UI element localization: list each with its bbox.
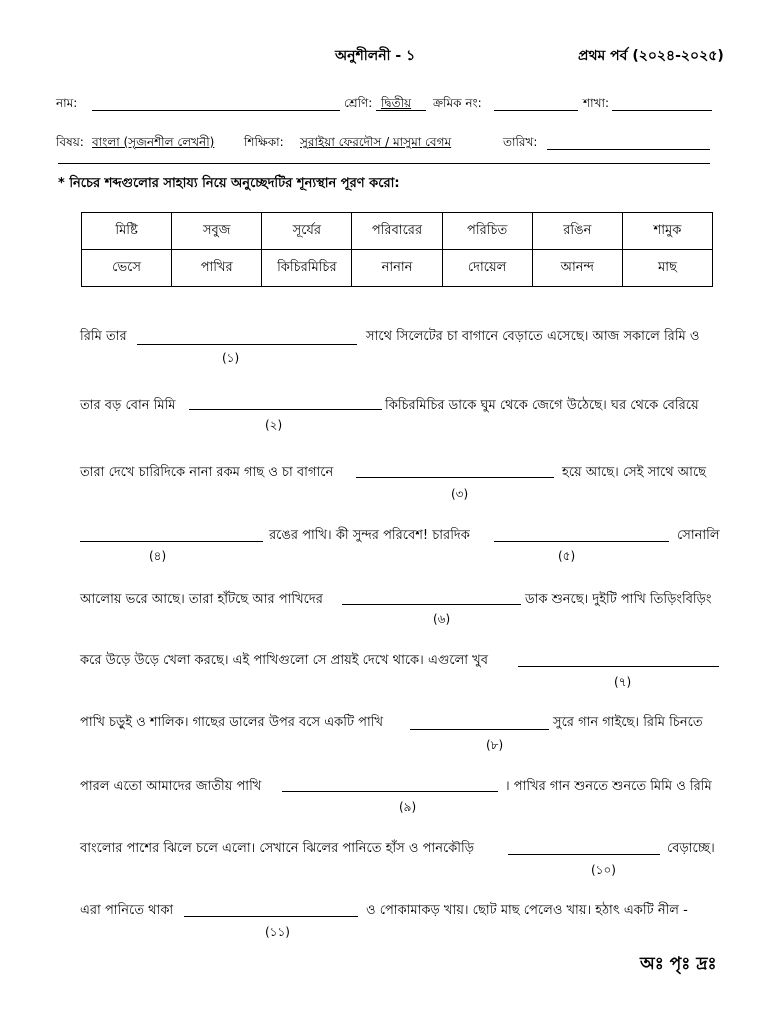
blank-number: (১০) [591,863,616,877]
word-cell: নানান [352,250,442,287]
blank-1[interactable] [137,344,357,345]
blank-number: (১) [222,351,240,365]
blank-8[interactable] [410,729,549,730]
word-cell: আনন্দ [532,250,622,287]
passage-text: । পাখির গান শুনতে শুনতে মিমি ও রিমি [505,779,712,794]
passage-text: তারা দেখে চারিদিকে নানা রকম গাছ ও চা বাগানে [80,465,334,480]
passage-text: সোনালি [677,528,720,543]
passage-text: ও পোকামাকড় খায়। ছোট মাছ পেলেও খায়। হঠাৎ একটি নীল - [366,903,688,918]
class-value: দ্বিতীয় [381,96,412,110]
roll-label: ক্রমিক নং: [433,96,482,110]
blank-7[interactable] [518,666,719,667]
date-label: তারিখ: [503,135,538,149]
passage-text: রিমি তার [80,329,127,344]
passage-text: আলোয় ভরে আছে। তারা হাঁটছে আর পাখিদের [80,592,323,607]
word-cell: মিষ্টি [82,213,172,250]
blank-number: (৬) [433,612,451,626]
blank-number: (২) [265,418,283,432]
word-cell: পরিবারের [352,213,442,250]
blank-9[interactable] [282,791,498,792]
blank-number: (৪) [149,549,167,563]
word-cell: শামুক [622,213,712,250]
name-label: নাম: [56,96,78,110]
word-cell: কিচিরমিচির [262,250,352,287]
blank-2[interactable] [189,409,382,410]
passage-text: পাখি চড়ুই ও শালিক। গাছের ডালের উপর বসে একটি পাখি [80,715,384,730]
blank-4[interactable] [80,541,263,542]
instruction-text: * নিচের শব্দগুলোর সাহায্য নিয়ে অনুচ্ছেদটির শূন্যস্থান পূরণ করো: [58,176,400,191]
worksheet-title: অনুশীলনী - ১ [335,48,416,64]
section-label: শাখা: [583,96,609,110]
word-cell: মাছ [622,250,712,287]
passage-text: সুরে গান গাইছে। রিমি চিনতে [553,715,703,730]
word-cell: দোয়েল [442,250,532,287]
teacher-label: শিক্ষিকা: [244,135,284,149]
passage-text: রঙের পাখি। কী সুন্দর পরিবেশ! চারদিক [269,528,470,543]
blank-number: (১১) [265,925,290,939]
blank-number: (৮) [486,738,504,752]
passage-text: ডাক শুনছে। দুইটি পাখি তিড়িংবিড়িং [525,592,712,607]
header-divider [58,163,710,164]
word-bank-table [81,212,713,287]
subject-value: বাংলা (সৃজনশীল লেখনী) [92,135,215,149]
word-bank-row [82,213,713,250]
roll-field-line[interactable] [494,110,578,111]
date-field-line[interactable] [547,149,710,150]
passage-text: বাংলোর পাশের ঝিলে চলে এলো। সেখানে ঝিলের পানিতে হাঁস ও পানকৌড়ি [80,841,474,856]
blank-3[interactable] [356,477,554,478]
passage-text: কিচিরমিচির ডাকে ঘুম থেকে জেগে উঠেছে। ঘর থেকে বেরিয়ে [385,398,699,413]
word-cell: সূর্যের [262,213,352,250]
blank-number: (৯) [399,800,417,814]
passage-text: সাথে সিলেটের চা বাগানে বেড়াতে এসেছে। আজ সকালে রিমি ও [366,329,700,344]
passage-text: পারল এতো আমাদের জাতীয় পাখি [80,779,262,794]
term-label: প্রথম পর্ব (২০২৪-২০২৫) [578,48,724,64]
word-cell: ভেসে [82,250,172,287]
word-cell: সবুজ [172,213,262,250]
passage-text: করে উড়ে উড়ে খেলা করছে। এই পাখিগুলো সে প্রায়ই দেখে থাকে। এগুলো খুব [80,653,488,668]
continue-overleaf-note: অঃ পৃঃ দ্রঃ [640,954,717,974]
class-field-line [376,110,426,111]
name-field-line[interactable] [92,110,340,111]
passage-text: হয়ে আছে। সেই সাথে আছে [562,465,707,480]
subject-label: বিষয়: [56,135,84,149]
passage-text: তার বড় বোন মিমি [80,398,176,413]
blank-number: (৫) [558,549,576,563]
blank-11[interactable] [184,916,358,917]
blank-number: (৩) [451,487,469,501]
blank-number: (৭) [614,675,632,689]
class-label: শ্রেণি: [344,96,373,110]
passage-text: বেড়াচ্ছে। [667,841,715,856]
teacher-value: সুরাইয়া ফেরদৌস / মাসুমা বেগম [300,135,452,149]
blank-10[interactable] [508,854,660,855]
word-bank-row [82,250,713,287]
blank-6[interactable] [342,604,521,605]
word-cell: পরিচিত [442,213,532,250]
word-cell: পাখির [172,250,262,287]
passage-text: এরা পানিতে থাকা [80,903,174,918]
word-cell: রঙিন [532,213,622,250]
blank-5[interactable] [494,541,669,542]
section-field-line[interactable] [612,110,712,111]
